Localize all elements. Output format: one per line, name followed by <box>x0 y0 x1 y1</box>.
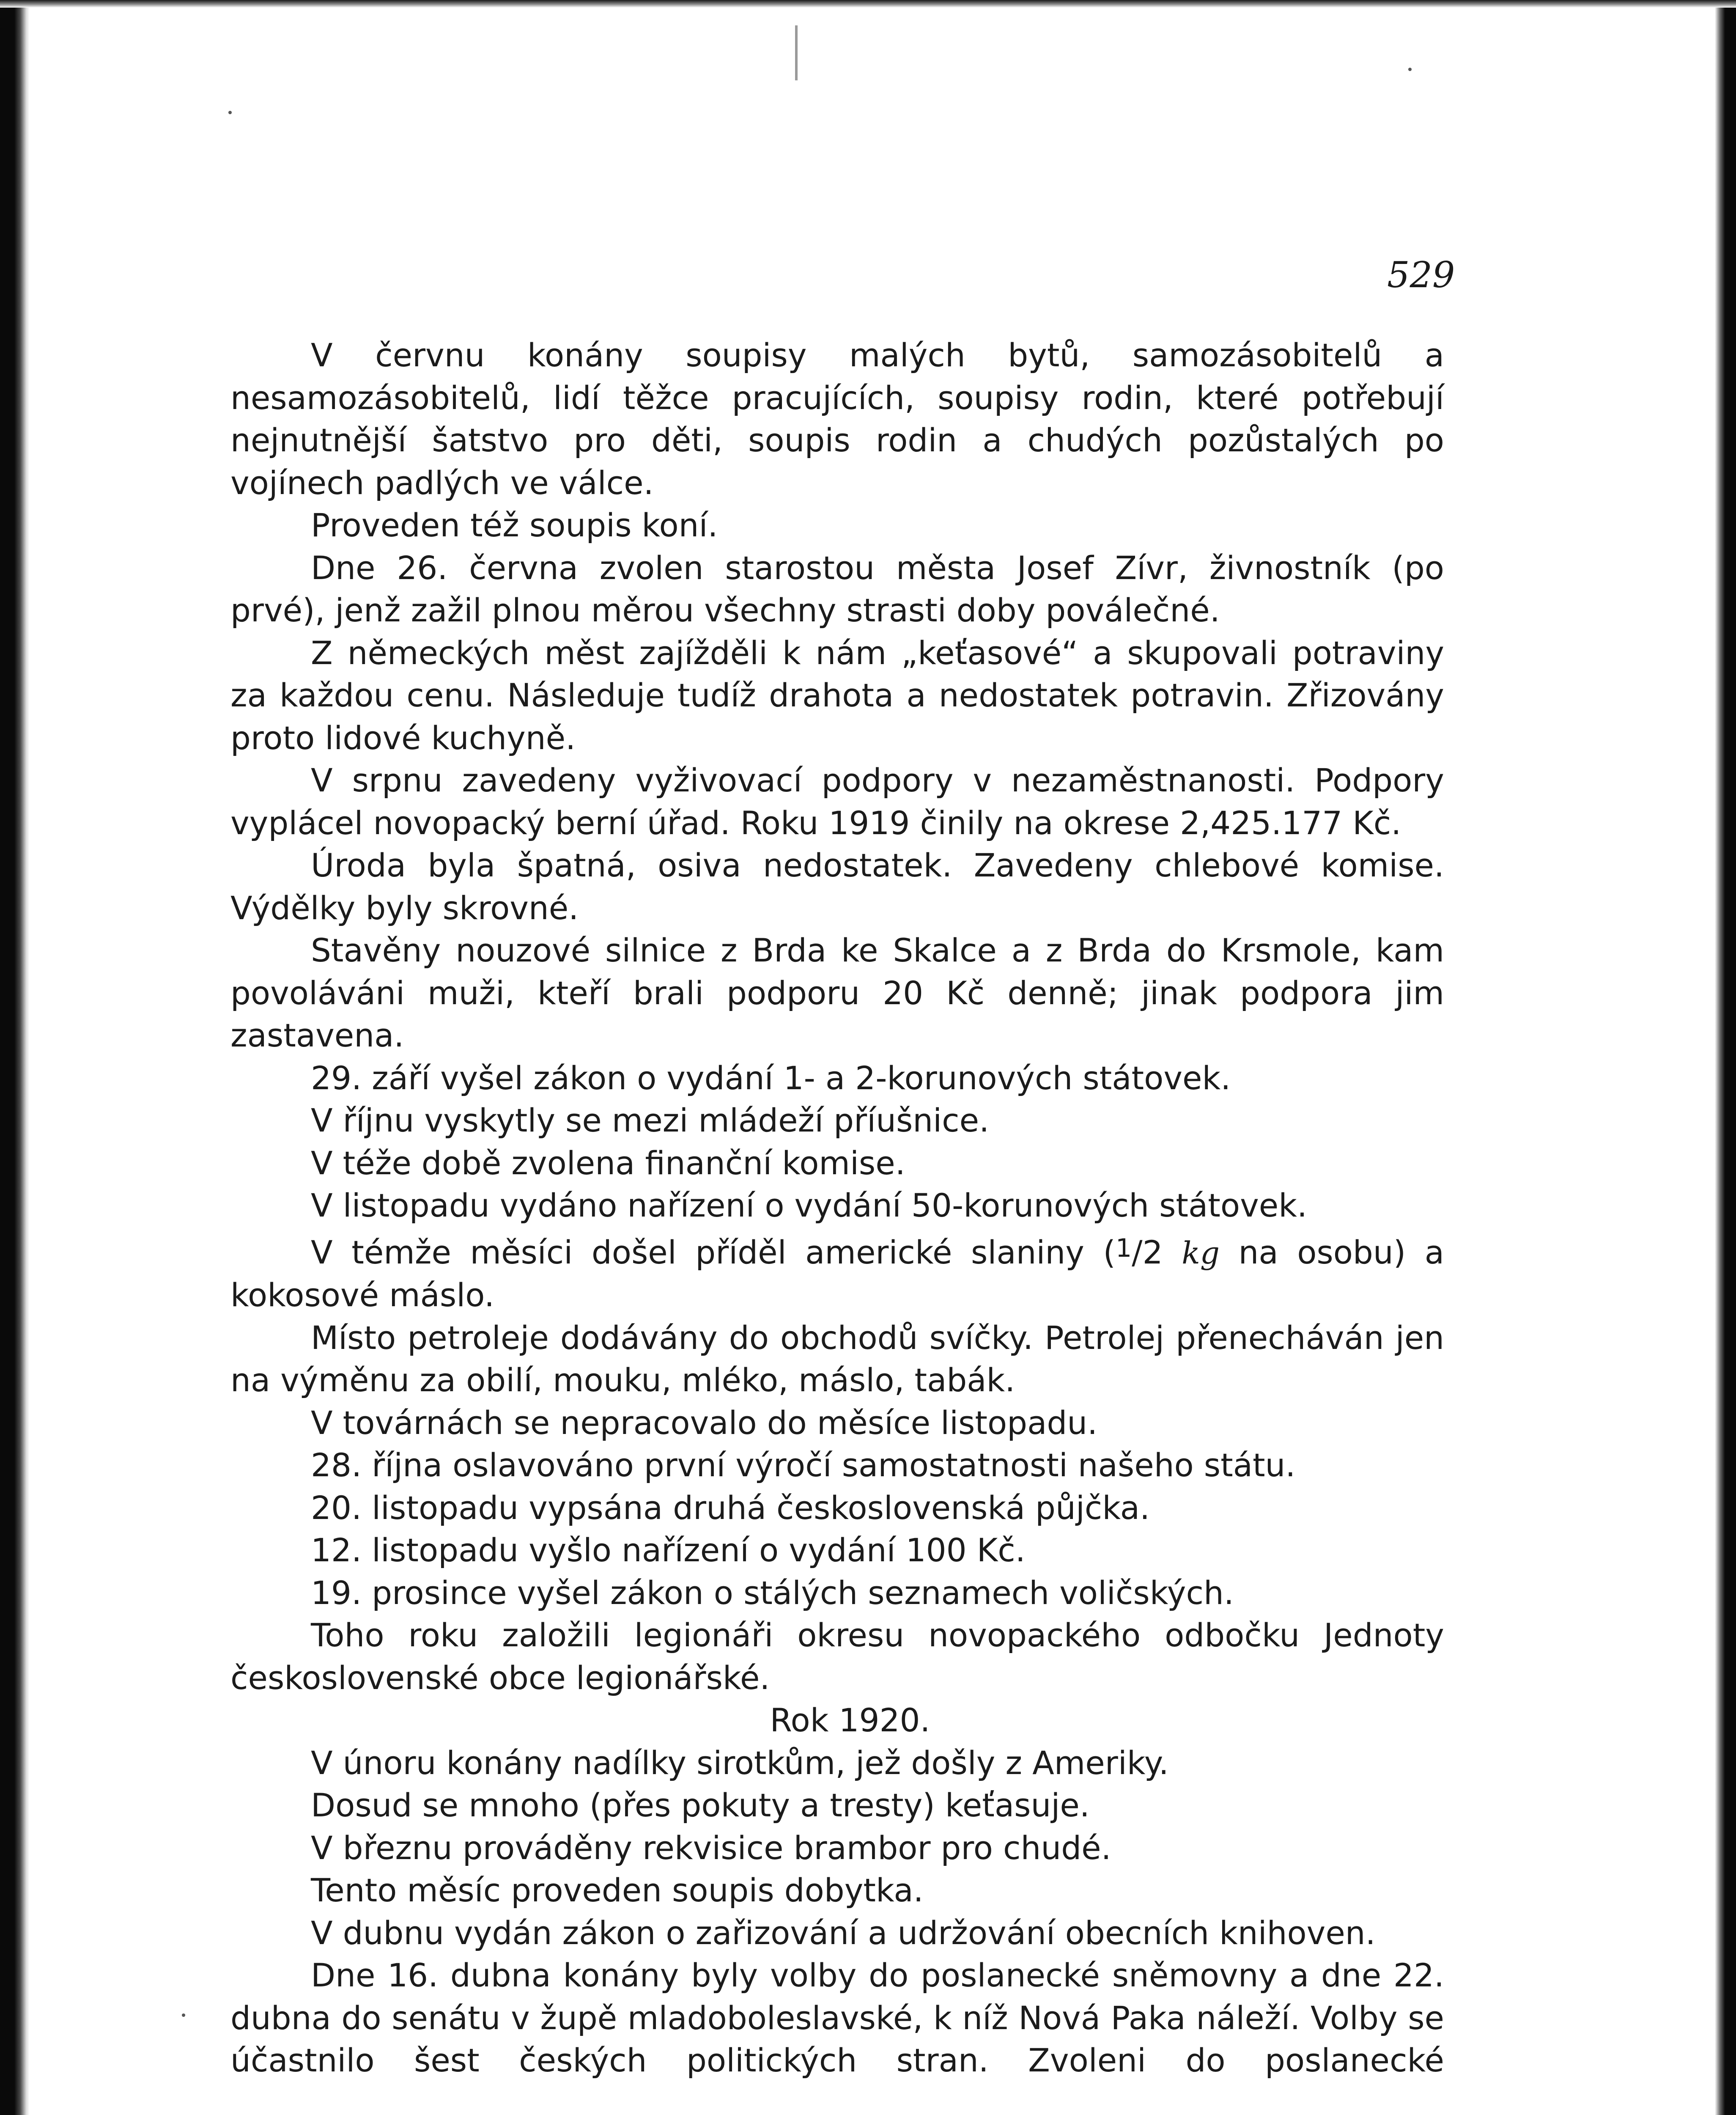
paragraph: V říjnu vyskytly se mezi mládeží příušnice. <box>311 1102 990 1139</box>
paragraph: V červnu konány soupisy malých bytů, samozásobitelů a nesamozásobitelů, lidí těžce pracujících, soupisy rodin, které potřebují nejnutnější šatstvo pro děti, soupis rodin a chudých pozůstalých po vojínech padlých ve válce. <box>230 337 1444 502</box>
paragraph: Dne 26. června zvolen starostou města Josef Zívr, živnostník (po prvé), jenž zažil plnou měrou všechny strasti doby poválečné. <box>230 549 1444 629</box>
paragraph: 29. září vyšel zákon o vydání 1- a 2-korunových státovek. <box>311 1059 1231 1097</box>
page-body <box>230 334 1444 2082</box>
gutter-mark <box>795 25 798 80</box>
bacon-text-before: V témže měsíci došel příděl americké slaniny ( <box>311 1233 1116 1271</box>
paragraph: Stavěny nouzové silnice z Brda ke Skalce a z Brda do Krsmole, kam povoláváni muži, kteří brali podporu 20 Kč denně; jinak podpora jim zastavena. <box>230 932 1444 1054</box>
scan-speck <box>182 2013 185 2017</box>
paragraph: V únoru konány nadílky sirotkům, jež došly z Ameriky. <box>311 1744 1169 1782</box>
scan-edge-top <box>0 0 1736 8</box>
fraction-denominator: 2 <box>1142 1233 1163 1271</box>
fraction-numerator: 1 <box>1115 1233 1132 1263</box>
scan-speck <box>1408 68 1412 71</box>
paragraph: Toho roku založili legionáři okresu novopackého odbočku Jednoty československé obce legionářské. <box>230 1617 1444 1697</box>
paragraph: Dosud se mnoho (přes pokuty a tresty) keťasuje. <box>311 1787 1090 1824</box>
page-number: 529 <box>1387 254 1455 296</box>
paragraph: Místo petroleje dodávány do obchodů svíčky. Petrolej přenecháván jen na výměnu za obilí, mouku, mléko, máslo, tabák. <box>230 1319 1444 1399</box>
scan-speck <box>228 111 232 114</box>
paragraph: Z německých měst zajížděli k nám „keťasové“ a skupovali potraviny za každou cenu. Následuje tudíž drahota a nedostatek potravin. Zřizovány proto lidové kuchyně. <box>230 634 1444 757</box>
paragraph-bacon-ration <box>230 1227 1444 1317</box>
scan-edge-right <box>1715 0 1736 2115</box>
paragraph: Proveden též soupis koní. <box>311 507 718 544</box>
scan-edge-left <box>0 0 30 2115</box>
fraction-slash: / <box>1132 1233 1143 1271</box>
unit-kg: kg <box>1182 1235 1220 1271</box>
section-heading: Rok 1920. <box>770 1702 930 1739</box>
paragraph: 28. října oslavováno první výročí samostatnosti našeho státu. <box>311 1447 1296 1484</box>
paragraph: V březnu prováděny rekvisice brambor pro chudé. <box>311 1829 1111 1867</box>
bacon-text-after: na osobu) a kokosové máslo. <box>230 1233 1444 1314</box>
paragraph: V dubnu vydán zákon o zařizování a udržování obecních knihoven. <box>311 1914 1376 1952</box>
paragraph: Úroda byla špatná, osiva nedostatek. Zavedeny chlebové komise. Výdělky byly skrovné. <box>230 847 1444 927</box>
paragraph: V srpnu zavedeny vyživovací podpory v nezaměstnanosti. Podpory vyplácel novopacký berní úřad. Roku 1919 činily na okrese 2,425.177 Kč. <box>230 762 1444 842</box>
paragraph: Tento měsíc proveden soupis dobytka. <box>311 1872 924 1909</box>
paragraph: 20. listopadu vypsána druhá československá půjčka. <box>311 1489 1150 1527</box>
paragraph: V listopadu vydáno nařízení o vydání 50-korunových státovek. <box>311 1187 1307 1224</box>
paragraph: 12. listopadu vyšlo nařízení o vydání 100 Kč. <box>311 1532 1026 1569</box>
paragraph: 19. prosince vyšel zákon o stálých seznamech voličských. <box>311 1574 1234 1612</box>
paragraph: V téže době zvolena finanční komise. <box>311 1144 905 1182</box>
paragraph: Dne 16. dubna konány byly volby do poslanecké sněmovny a dne 22. dubna do senátu v župě mladoboleslavské, k níž Nová Paka náleží. Volby se účastnilo šest českých politických stran. Zvoleni do poslanecké <box>230 1957 1444 2079</box>
paragraph: V továrnách se nepracovalo do měsíce listopadu. <box>311 1404 1098 1442</box>
